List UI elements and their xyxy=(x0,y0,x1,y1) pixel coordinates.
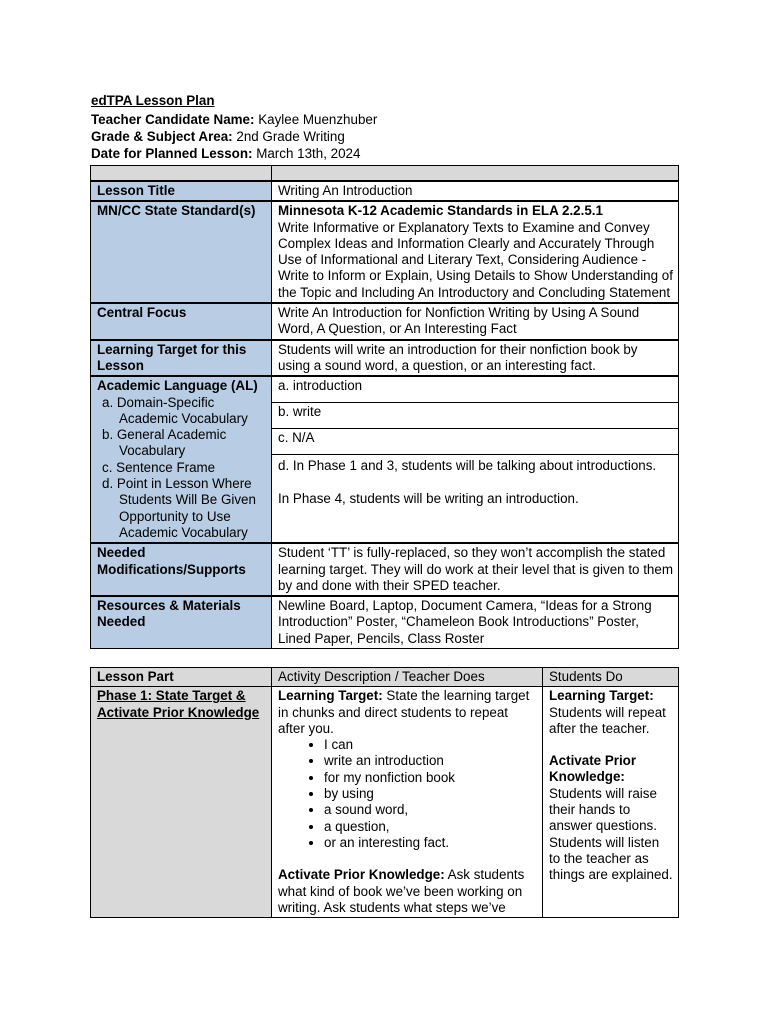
list-item: a. Domain-Specific Academic Vocabulary xyxy=(102,394,248,426)
al-vocab-general: b. write xyxy=(272,403,679,429)
col-header-teacher: Activity Description / Teacher Does xyxy=(272,668,543,687)
lesson-plan-table xyxy=(90,165,679,649)
grade-label: Grade & Subject Area: xyxy=(91,129,233,144)
list-item: • a question, xyxy=(324,819,537,835)
lesson-parts-table xyxy=(90,667,679,918)
resources-value: Newline Board, Laptop, Document Camera, “Ideas for a Strong Introduction” Poster, “Chameleon Book Introductions” Poster, Lined Paper, Pencils, Class Roster xyxy=(272,596,679,648)
table-header-row xyxy=(91,166,679,182)
list-item: d. Point in Lesson Where Students Will Be Given Opportunity to Use Academic Vocabulary xyxy=(102,476,256,540)
list-item: b. General Academic Vocabulary xyxy=(102,427,227,459)
al-vocab-domain: a. introduction xyxy=(272,376,679,403)
phase-1-students-cell xyxy=(543,687,679,918)
list-item: • for my nonfiction book xyxy=(324,770,537,786)
modifications-value: Student ‘TT’ is fully-replaced, so they won’t accomplish the stated learning target. They will do work at their level that is given to them by and done with their SPED teacher. xyxy=(272,543,679,596)
col-header-lesson-part: Lesson Part xyxy=(91,668,272,687)
academic-language-label: Academic Language (AL) xyxy=(97,378,258,394)
modifications-label: Needed Modifications/Supports xyxy=(91,543,272,596)
apk-label: Activate Prior Knowledge: xyxy=(278,867,445,883)
activate-prior-knowledge-paragraph xyxy=(278,867,537,916)
candidate-name: Kaylee Muenzhuber xyxy=(258,112,378,127)
central-focus-value: Write An Introduction for Nonfiction Writing by Using A Sound Word, A Question, or An Interesting Fact xyxy=(272,303,679,340)
learning-target-paragraph xyxy=(278,688,537,737)
sd-lt-label: Learning Target: xyxy=(549,688,654,704)
candidate-label: Teacher Candidate Name: xyxy=(91,112,255,127)
table-row xyxy=(91,376,679,403)
lt-label: Learning Target: xyxy=(278,688,383,704)
lesson-title-label: Lesson Title xyxy=(91,181,272,201)
learning-target-label: Learning Target for this Lesson xyxy=(91,340,272,377)
learning-target-value: Students will write an introduction for their nonfiction book by using a sound word, a question, or an interesting fact. xyxy=(272,340,679,377)
central-focus-label: Central Focus xyxy=(91,303,272,340)
al-opportunity-1: d. In Phase 1 and 3, students will be talking about introductions. xyxy=(278,458,657,474)
standard-text: Write Informative or Explanatory Texts to Examine and Convey Complex Ideas and Information Clearly and Accurately Through Use of Informational and Literary Text, Considering Audience - Write to Inform or Explain, Using Details to Show Understanding of the Topic and Including An Introductory and Concluding Statement xyxy=(278,219,673,300)
table-row xyxy=(91,181,679,201)
list-item: • write an introduction xyxy=(324,753,537,769)
learning-target-chunks xyxy=(278,737,537,851)
academic-language-cell xyxy=(91,376,272,543)
standard-heading: Minnesota K-12 Academic Standards in ELA 2.2.5.1 xyxy=(278,203,603,219)
lt-text: State the learning target in chunks and direct students to repeat after you. xyxy=(278,688,530,736)
list-item: c. Sentence Frame xyxy=(102,459,216,475)
table-row xyxy=(91,687,679,918)
list-item: • I can xyxy=(324,737,537,753)
list-item: • a sound word, xyxy=(324,802,537,818)
al-sentence-frame: c. N/A xyxy=(272,429,679,455)
al-opportunity-cell xyxy=(272,455,679,543)
grade-line xyxy=(91,128,377,145)
list-item: • or an interesting fact. xyxy=(324,835,537,851)
table-row xyxy=(91,340,679,377)
table-row xyxy=(91,596,679,648)
phase-1-name: Phase 1: State Target & Activate Prior Knowledge xyxy=(91,687,272,918)
col-header-students: Students Do xyxy=(543,668,679,687)
grade-value: 2nd Grade Writing xyxy=(236,129,345,144)
standard-cell xyxy=(272,201,679,303)
resources-label: Resources & Materials Needed xyxy=(91,596,272,648)
table-header-row xyxy=(91,668,679,687)
document-title: edTPA Lesson Plan xyxy=(91,93,215,108)
standard-label: MN/CC State Standard(s) xyxy=(91,201,272,303)
table-row xyxy=(91,543,679,596)
document-header xyxy=(91,92,377,162)
sd-apk-text: Students will raise their hands to answer questions. Students will listen to the teacher as things are explained. xyxy=(549,785,673,883)
date-line xyxy=(91,145,377,162)
list-item: • by using xyxy=(324,786,537,802)
phase-1-teacher-cell xyxy=(272,687,543,918)
academic-language-list xyxy=(97,395,266,542)
date-value: March 13th, 2024 xyxy=(256,146,361,161)
candidate-line xyxy=(91,111,377,128)
sd-lt-text: Students will repeat after the teacher. xyxy=(549,704,666,736)
sd-apk-label: Activate Prior Knowledge: xyxy=(549,753,637,785)
apk-text: Ask students what kind of book we’ve been working on writing. Ask students what steps we’ve xyxy=(278,867,525,915)
table-row xyxy=(91,303,679,340)
date-label: Date for Planned Lesson: xyxy=(91,146,253,161)
al-opportunity-2: In Phase 4, students will be writing an introduction. xyxy=(278,490,579,506)
lesson-title-value: Writing An Introduction xyxy=(272,181,679,201)
table-row xyxy=(91,201,679,303)
